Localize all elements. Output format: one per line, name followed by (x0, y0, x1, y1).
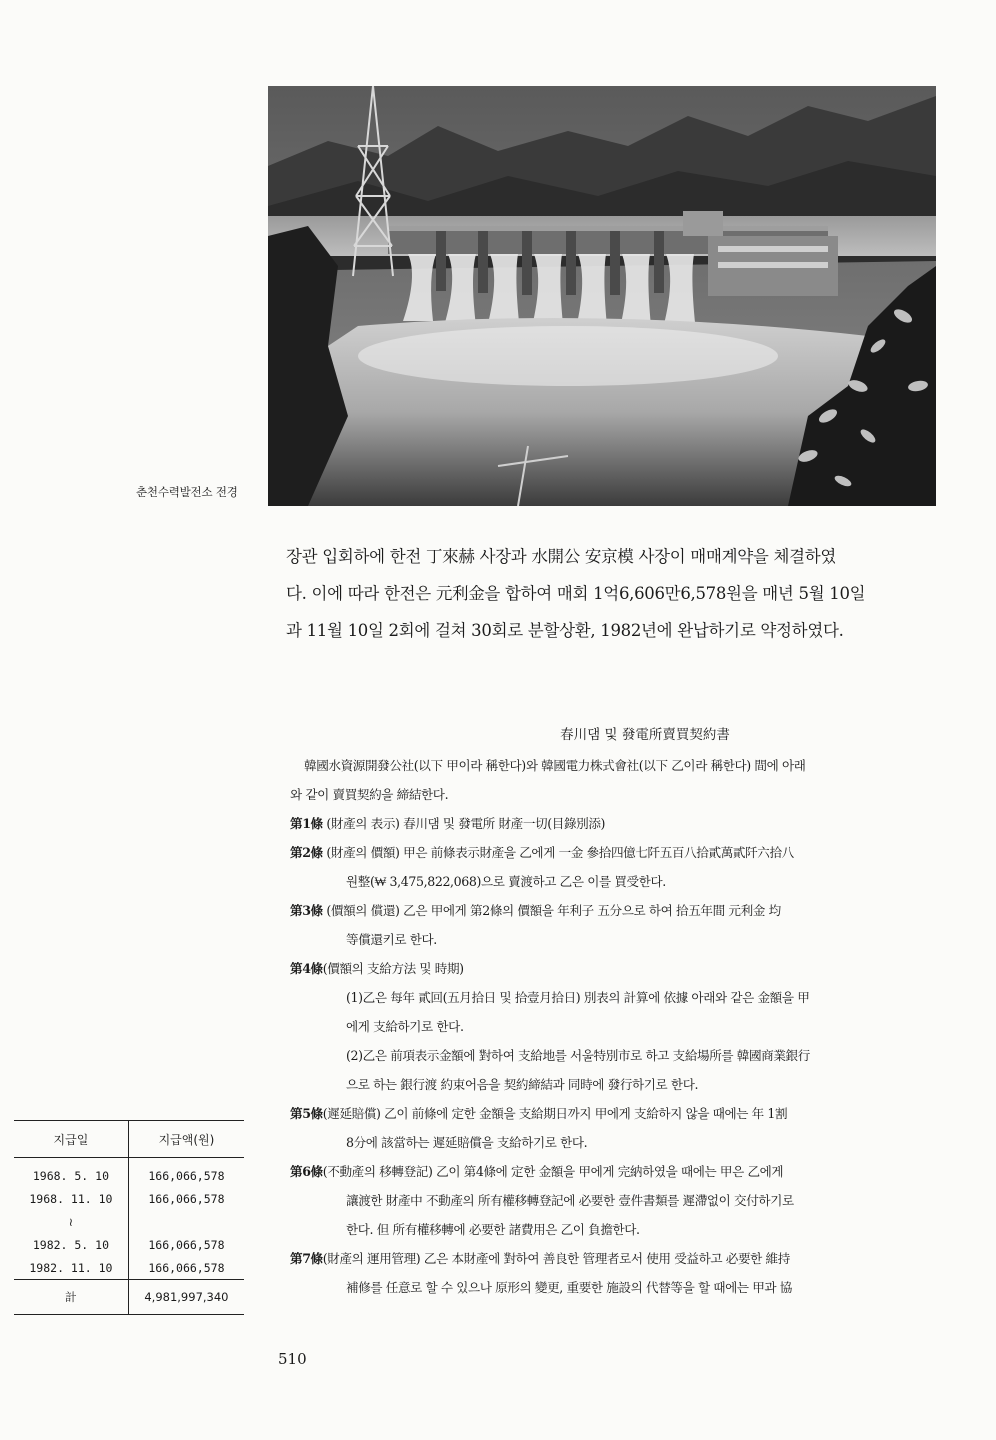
payment-amount (128, 1210, 244, 1233)
article-text: (財產의 價額) 甲은 前條表示財產을 乙에게 一金 參拾四億七阡五百八拾貳萬貳阡六拾八 (326, 845, 794, 860)
ellipsis-marker: ≀ (14, 1210, 128, 1233)
lead-line: 과 11월 10일 2회에 걸쳐 30회로 분할상환, 1982년에 완납하기로 약정하였다. (286, 621, 844, 640)
article-label: 第2條 (290, 845, 323, 860)
article-label: 第3條 (290, 903, 323, 918)
total-label: 計 (14, 1280, 128, 1315)
preamble-line: 韓國水資源開發公社(以下 甲이라 稱한다)와 韓國電力株式會社(以下 乙이라 稱한다) 間에 아래 (304, 758, 806, 773)
table-total-row (14, 1280, 244, 1315)
article-text: 원整(₩ 3,475,822,068)으로 賣渡하고 乙은 이를 買受한다. (346, 874, 666, 889)
payment-schedule-table (14, 1120, 244, 1315)
contract-title: 春川댐 및 發電所賣買契約書 (560, 727, 730, 743)
page-number: 510 (278, 1350, 307, 1368)
article-text: 等償還키로 한다. (346, 932, 437, 947)
article-text: (財產의 運用管理) 乙은 本財產에 對하여 善良한 管理者로서 使用 受益하고 必要한 維持 (322, 1251, 790, 1266)
table-row (14, 1256, 244, 1280)
dam-photograph (268, 86, 936, 506)
article-text: (價額의 償還) 乙은 甲에게 第2條의 價額을 年利子 五分으로 하여 拾五年間 元利金 均 (326, 903, 781, 918)
clause-text: 으로 하는 銀行渡 約束어음을 契約締結과 同時에 發行하기로 한다. (346, 1077, 699, 1092)
sale-contract (290, 723, 930, 1302)
lead-line: 장관 입회하에 한전 丁來赫 사장과 水開公 安京模 사장이 매매계약을 체결하였 (286, 547, 837, 566)
article-text: 補修를 任意로 할 수 있으나 原形의 變更, 重要한 施設의 代替等을 할 때에는 甲과 協 (346, 1280, 792, 1295)
article-label: 第4條 (290, 961, 323, 976)
table-row (14, 1158, 244, 1188)
article-5 (290, 1099, 930, 1128)
clause-text: (1)乙은 每年 貳回(五月拾日 및 拾壹月拾日) 別表의 計算에 依據 아래와 같은 金額을 甲 (346, 990, 810, 1005)
table-row (14, 1210, 244, 1233)
article-label: 第1條 (290, 816, 323, 831)
table-header-row (14, 1121, 244, 1158)
article-text: 한다. 但 所有權移轉에 必要한 諸費用은 乙이 負擔한다. (346, 1222, 640, 1237)
payment-date: 1968. 5. 10 (14, 1158, 128, 1188)
article-6 (290, 1157, 930, 1186)
total-value: 4,981,997,340 (128, 1280, 244, 1315)
header-payment-date: 지급일 (14, 1121, 128, 1158)
article-text: 8分에 該當하는 遲延賠償을 支給하기로 한다. (346, 1135, 588, 1150)
article-4 (290, 954, 930, 983)
table-row (14, 1187, 244, 1210)
photo-caption: 춘천수력발전소 전경 (136, 485, 238, 499)
payment-amount: 166,066,578 (148, 1237, 225, 1252)
article-text: (財產의 表示) 春川댐 및 發電所 財產一切(目錄別添) (326, 816, 606, 831)
dam-scene-image (268, 86, 936, 506)
preamble-line: 와 같이 賣買契約을 締結한다. (290, 787, 449, 802)
article-1 (290, 809, 930, 838)
article-text: 讓渡한 財產中 不動產의 所有權移轉登記에 必要한 壹件書類를 遲滯없이 交付하기로 (346, 1193, 794, 1208)
lead-line: 다. 이에 따라 한전은 元利金을 합하여 매회 1억6,606만6,578원을 매년 5월 10일 (286, 584, 866, 603)
payment-date: 1968. 11. 10 (14, 1187, 128, 1210)
article-text: (不動產의 移轉登記) 乙이 第4條에 定한 金額을 甲에게 完納하였을 때에는 甲은 乙에게 (322, 1164, 784, 1179)
payment-date: 1982. 11. 10 (14, 1256, 128, 1280)
article-text: (價額의 支給方法 및 時期) (322, 961, 464, 976)
payment-date: 1982. 5. 10 (14, 1233, 128, 1256)
payment-amount: 166,066,578 (148, 1168, 225, 1183)
clause-text: 에게 支給하기로 한다. (346, 1019, 464, 1034)
payment-amount: 166,066,578 (148, 1260, 225, 1275)
header-payment-amount: 지급액(원) (128, 1121, 244, 1158)
article-text: (遲延賠償) 乙이 前條에 定한 金額을 支給期日까지 甲에게 支給하지 않을 때에는 年 1割 (322, 1106, 788, 1121)
payment-amount: 166,066,578 (148, 1191, 225, 1206)
lead-paragraph (286, 538, 938, 649)
table-row (14, 1233, 244, 1256)
article-label: 第5條 (290, 1106, 323, 1121)
article-7 (290, 1244, 930, 1273)
article-label: 第7條 (290, 1251, 323, 1266)
article-label: 第6條 (290, 1164, 323, 1179)
article-2 (290, 838, 930, 867)
clause-text: (2)乙은 前項表示金額에 對하여 支給地를 서울特別市로 하고 支給場所를 韓國商業銀行 (346, 1048, 810, 1063)
article-3 (290, 896, 930, 925)
